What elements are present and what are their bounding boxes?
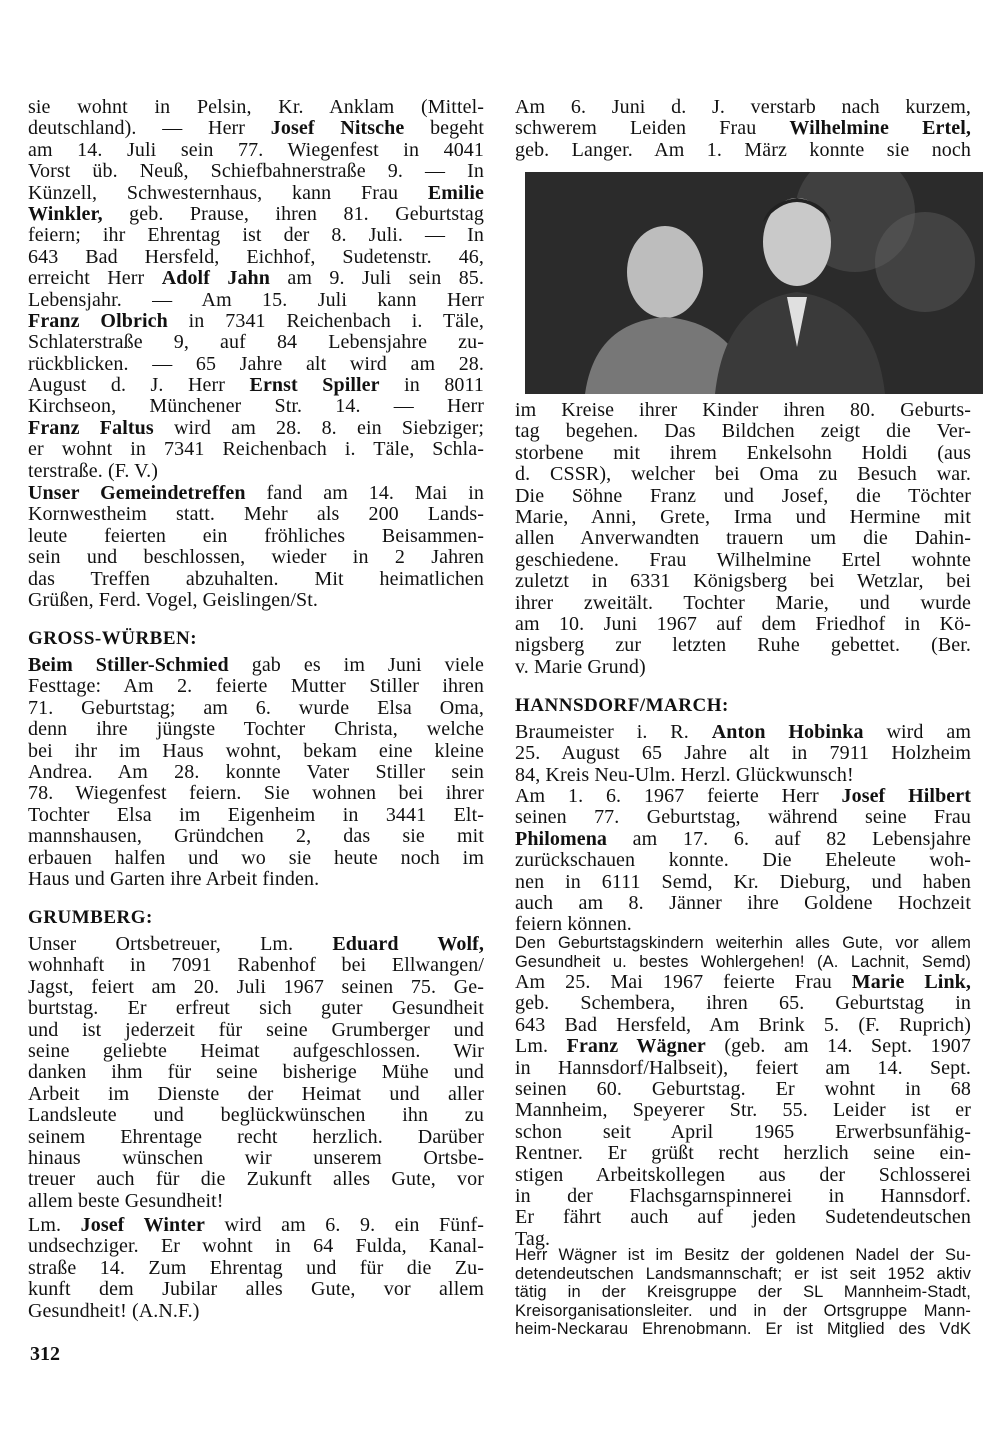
text-line: Grüßen, Ferd. Vogel, Geislingen/St. — [28, 588, 318, 611]
name-highlight: Josef Winter — [80, 1214, 205, 1236]
name-highlight: Eduard Wolf, — [332, 933, 484, 955]
text-line: feiern; ihr Ehrentag ist der 8. Juli. — In — [28, 224, 484, 247]
name-highlight: Unser Gemeindetreffen — [28, 482, 246, 504]
text-line: 643 Bad Hersfeld, Am Brink 5. (F. Ruprich) — [515, 1013, 971, 1036]
text-line: schwerem Leiden Frau Wilhelmine Ertel, — [515, 117, 971, 140]
name-highlight: Adolf Jahn — [161, 267, 271, 290]
text-line: Gesundheit! (A.N.F.) — [28, 1299, 200, 1322]
article-paragraph — [28, 655, 484, 890]
section-heading: GROSS-WÜRBEN: — [28, 628, 198, 649]
text-line: Unser Gemeindetreffen fand am 14. Mai in — [28, 482, 484, 504]
text-line: Künzell, Schwesternhaus, kann Frau Emilie — [28, 181, 484, 204]
text-line: 25. August 65 Jahre alt in 7911 Holzheim — [515, 742, 971, 765]
text-line: 78. Wiegenfest feiern. Sie wohnen bei ihrer — [28, 782, 484, 805]
text-line: Am 6. Juni d. J. verstarb nach kurzem, — [515, 96, 971, 118]
text-line: Franz Olbrich in 7341 Reichenbach i. Täle, — [28, 309, 484, 332]
text-line: nigsberg zur letzten Ruhe gebettet. (Ber. — [515, 634, 971, 657]
article-paragraph — [28, 483, 484, 611]
name-highlight: Franz Olbrich — [28, 309, 168, 332]
text-line: denn ihre jüngste Tochter Christa, welche — [28, 718, 484, 741]
page-number: 312 — [30, 1343, 60, 1365]
text-line: Am 25. Mai 1967 feierte Frau Marie Link, — [515, 971, 971, 993]
text-line: Er fährt auch auf jeden Sudetendeutschen — [515, 1206, 971, 1229]
text-line: bei ihr im Haus wohnt, bekam eine kleine — [28, 739, 484, 762]
article-paragraph — [28, 934, 484, 1212]
text-line: Jagst, feiert am 20. Juli 1967 seinen 75. Ge- — [28, 975, 484, 998]
text-line: zurückschauen konnte. Die Eheleute woh- — [515, 849, 971, 872]
photo-grandmother-with-grandson — [525, 172, 983, 394]
text-line: geb. Langer. Am 1. März konnte sie noch — [515, 138, 971, 161]
text-line: treuer auch für die Zukunft alles Gute, vor — [28, 1168, 484, 1191]
text-line: detendeutschen Landsmannschaft; er ist seit 1952 aktiv — [515, 1264, 971, 1283]
text-line: in der Flachsgarnspinnerei in Hannsdorf. — [515, 1184, 971, 1207]
text-line: Am 1. 6. 1967 feierte Herr Josef Hilbert — [515, 785, 972, 807]
text-line: 71. Geburtstag; am 6. wurde Elsa Oma, — [28, 696, 484, 719]
text-line: hinaus wünschen wir unserem Ortsbe- — [28, 1146, 484, 1169]
article-paragraph — [515, 400, 971, 678]
text-line: undsechziger. Er wohnt in 64 Fulda, Kanal- — [28, 1235, 484, 1258]
small-print-note — [515, 934, 971, 971]
text-line: zuletzt in 6331 Königsberg bei Wetzlar, bei — [515, 570, 971, 593]
text-line: geb. Schembera, ihren 65. Geburtstag in — [515, 992, 971, 1015]
text-line: Winkler, geb. Prause, ihren 81. Geburtstag — [28, 202, 484, 225]
text-line: seine geliebte Heimat aufgeschlossen. Wir — [28, 1039, 484, 1062]
text-line: Lebensjahr. — Am 15. Juli kann Herr — [28, 288, 484, 311]
text-line: geschiedene. Frau Wilhelmine Ertel wohnte — [515, 548, 971, 571]
name-highlight: Josef Nitsche — [270, 117, 405, 140]
text-line: Braumeister i. R. Anton Hobinka wird am — [515, 721, 971, 743]
text-line: leute feierten ein fröhliches Beisammen- — [28, 524, 484, 547]
text-line: August d. J. Herr Ernst Spiller in 8011 — [28, 374, 484, 397]
text-line: deutschland). — Herr Josef Nitsche begeht — [28, 117, 484, 140]
text-line: Unser Ortsbetreuer, Lm. Eduard Wolf, — [28, 933, 484, 955]
text-line: Arbeit im Dienste der Heimat und aller — [28, 1082, 484, 1105]
text-line: d. CSSR), welcher bei Oma zu Besuch war. — [515, 463, 971, 486]
name-highlight: Beim Stiller-Schmied — [28, 654, 229, 676]
text-line: Tag. — [515, 1227, 551, 1250]
text-line: tag begehen. Das Bildchen zeigt die Ver- — [515, 420, 971, 443]
text-line: am 14. Juli sein 77. Wiegenfest in 4041 — [28, 138, 484, 161]
text-line: straße 14. Zum Ehrentag und für die Zu- — [28, 1256, 484, 1279]
name-highlight: Emilie — [427, 181, 484, 204]
text-line: Franz Faltus wird am 28. 8. ein Siebziger; — [28, 416, 484, 439]
text-line: Haus und Garten ihre Arbeit finden. — [28, 867, 320, 890]
text-line: Philomena am 17. 6. auf 82 Lebensjahre — [515, 827, 971, 850]
text-line: tätig in der Kreisgruppe der SL Mannheim-Stadt, — [515, 1283, 971, 1301]
text-line: Marie, Anni, Grete, Irma und Hermine mit — [515, 505, 971, 528]
text-line: Herr Wägner ist im Besitz der goldenen Nadel der Su- — [515, 1246, 971, 1264]
text-line: storbene mit ihrem Enkelsohn Holdi (aus — [515, 441, 971, 464]
text-line: schon seit April 1965 Erwerbsunfähig- — [515, 1120, 971, 1143]
name-highlight: Winkler, — [28, 202, 103, 225]
name-highlight: Anton Hobinka — [711, 721, 864, 743]
text-line: 643 Bad Hersfeld, Eichhof, Sudetenstr. 46, — [28, 245, 484, 268]
text-line: er wohnt in 7341 Reichenbach i. Täle, Schla- — [28, 438, 484, 461]
text-line: Lm. Franz Wägner (geb. am 14. Sept. 1907 — [515, 1035, 971, 1058]
text-line: stigen Arbeitskollegen aus der Schlosserei — [515, 1163, 971, 1186]
text-line: und ist jederzeit für seine Grumberger und — [28, 1018, 484, 1041]
text-line: am 10. Juni 1967 auf dem Friedhof in Kö- — [515, 612, 971, 635]
text-line: Schlaterstraße 9, auf 84 Lebensjahre zu- — [28, 331, 484, 354]
text-line: sein und beschlossen, wieder in 2 Jahren — [28, 546, 484, 569]
text-line: feiern können. — [515, 913, 632, 936]
text-line: ihrer zweitält. Tochter Marie, und wurde — [515, 591, 971, 614]
text-line: Lm. Josef Winter wird am 6. 9. ein Fünf- — [28, 1214, 484, 1236]
text-line: Mannheim, Speyerer Str. 55. Leider ist er — [515, 1099, 971, 1122]
name-highlight: Philomena — [515, 827, 608, 850]
text-line: Tochter Elsa im Eigenheim in 3441 Elt- — [28, 803, 484, 826]
text-line: rückblicken. — 65 Jahre alt wird am 28. — [28, 352, 484, 375]
text-line: seinen 60. Geburtstag. Er wohnt in 68 — [515, 1077, 971, 1100]
text-line: v. Marie Grund) — [515, 655, 646, 678]
article-paragraph — [28, 1215, 484, 1322]
text-line: Landsleute und beglückwünschen ihn zu — [28, 1104, 484, 1127]
text-line: das Treffen abzuhalten. Mit heimatlichen — [28, 567, 484, 590]
text-line: 84, Kreis Neu-Ulm. Herzl. Glückwunsch! — [515, 763, 854, 786]
article-paragraph — [28, 97, 484, 482]
name-highlight: Franz Faltus — [28, 416, 154, 439]
article-paragraph — [515, 722, 971, 786]
section-heading: HANNSDORF/MARCH: — [515, 695, 729, 716]
text-line: heim-Neckarau Ehrenobmann. Er ist Mitglied des VdK — [515, 1320, 971, 1338]
text-line: Gesundheit u. bestes Wohlergehen! (A. Lachnit, Semd) — [515, 952, 971, 971]
text-line: Kornwestheim statt. Mehr als 200 Lands- — [28, 503, 484, 526]
name-highlight: Marie Link, — [851, 971, 971, 993]
text-line: allen Anverwandten trauern um die Dahin- — [515, 527, 971, 550]
text-line: Festtage: Am 2. feierte Mutter Stiller ihren — [28, 675, 484, 698]
text-line: wohnhaft in 7091 Rabenhof bei Ellwangen/ — [28, 954, 484, 977]
text-line: Kreisorganisationsleiter. und in der Ortsgruppe Mann- — [515, 1301, 971, 1320]
text-line: Kirchseon, Münchener Str. 14. — Herr — [28, 395, 484, 418]
article-paragraph — [515, 786, 971, 936]
text-line: sie wohnt in Pelsin, Kr. Anklam (Mittel- — [28, 96, 484, 118]
text-line: Den Geburtstagskindern weiterhin alles Gute, vor allem — [515, 934, 971, 952]
text-line: erbauen halfen und wo sie heute noch im — [28, 846, 484, 869]
text-line: Die Söhne Franz und Josef, die Töchter — [515, 484, 971, 507]
text-line: Rentner. Er grüßt recht herzlich seine ein- — [515, 1142, 971, 1165]
text-line: seinen 77. Geburtstag, während seine Frau — [515, 806, 971, 829]
text-line: seinem Ehrentage recht herzlich. Darüber — [28, 1125, 484, 1148]
section-heading: GRUMBERG: — [28, 907, 153, 928]
text-line: im Kreise ihrer Kinder ihren 80. Geburts- — [515, 399, 971, 421]
text-line: erreicht Herr Adolf Jahn am 9. Juli sein 85. — [28, 267, 485, 290]
name-highlight: Ernst Spiller — [249, 374, 380, 397]
text-line: terstraße. (F. V.) — [28, 459, 158, 482]
small-print-note — [515, 1246, 971, 1339]
text-line: allem beste Gesundheit! — [28, 1189, 224, 1212]
text-line: auch am 8. Jänner ihre Goldene Hochzeit — [515, 891, 971, 914]
text-line: mannshausen, Gründchen 2, das sie mit — [28, 825, 484, 848]
article-paragraph — [515, 972, 971, 1250]
text-line: kunft dem Jubilar alles Gute, vor allem — [28, 1278, 484, 1301]
name-highlight: Josef Hilbert — [841, 785, 972, 807]
text-line: Andrea. Am 28. konnte Vater Stiller sein — [28, 760, 484, 783]
name-highlight: Wilhelmine Ertel, — [789, 117, 971, 140]
text-line: in Hannsdorf/Halbseit), feiert am 14. Sept. — [515, 1056, 971, 1079]
article-paragraph — [515, 97, 971, 161]
text-line: Vorst üb. Neuß, Schiefbahnerstraße 9. — In — [28, 160, 484, 183]
name-highlight: Franz Wägner — [566, 1035, 706, 1058]
text-line: danken ihm für seine bisherige Mühe und — [28, 1061, 484, 1084]
text-line: Beim Stiller-Schmied gab es im Juni viele — [28, 654, 484, 676]
text-line: nen in 6111 Semd, Kr. Dieburg, und haben — [515, 870, 971, 893]
text-line: burtstag. Er erfreut sich guter Gesundheit — [28, 997, 484, 1020]
